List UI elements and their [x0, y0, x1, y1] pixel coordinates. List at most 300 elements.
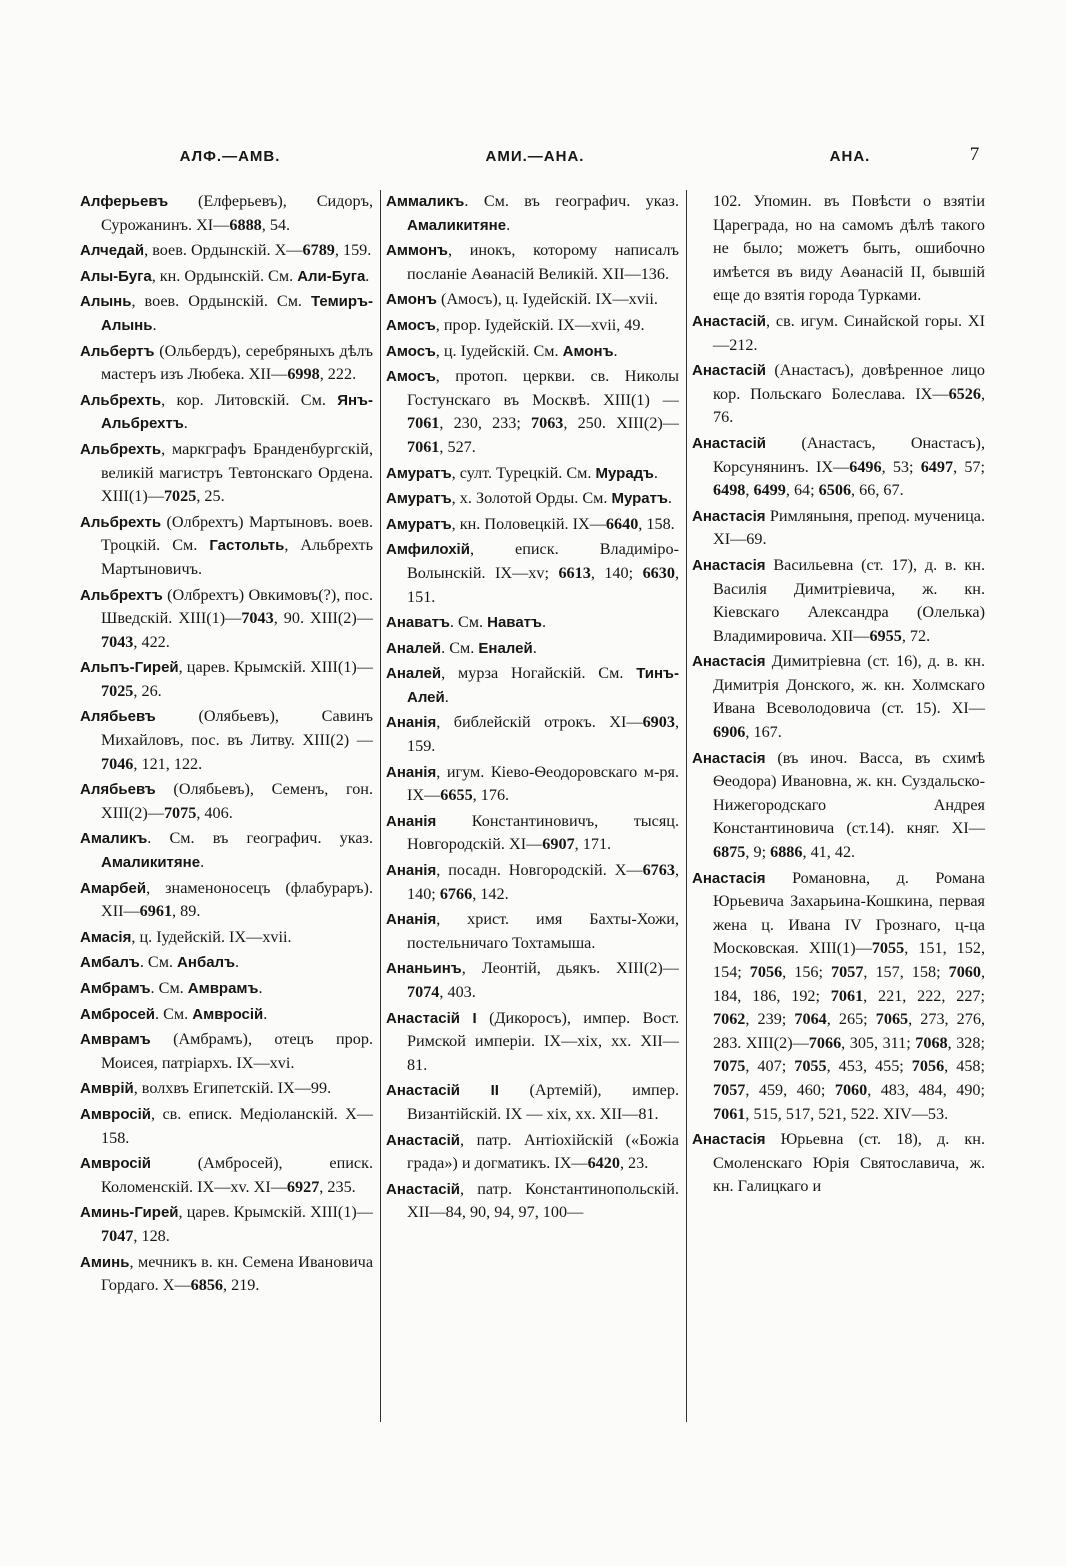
year-reference: 6613	[558, 563, 591, 582]
entry-text: 102. Упомин. въ Повѣсти о взятіи Цареграда, но на самомъ дѣлѣ такого не было; можетъ быть, ошибочно имѣется въ виду Аѳанасій II, бывшій еще до взятія города Турками.	[713, 192, 985, 305]
entry-text: , 483, 484, 490;	[867, 1080, 985, 1099]
entry-text: , 156;	[782, 963, 832, 981]
entry-headword: Анастасій	[692, 362, 766, 380]
year-reference: 7055	[871, 939, 905, 958]
year-reference: 6856	[190, 1276, 224, 1295]
entry-text: . См.	[441, 638, 479, 657]
entry-headword: Ананьинъ	[386, 960, 462, 978]
entry-headword: Аммаликъ	[386, 193, 465, 210]
entry-headword: Альбертъ	[80, 342, 155, 360]
entry-text: , 184, 186, 192;	[713, 963, 985, 1005]
entry-headword: Анастасій	[386, 1180, 460, 1198]
year-reference: 6875	[713, 843, 746, 862]
year-reference: 7061	[713, 1104, 746, 1123]
index-entry	[692, 747, 985, 865]
index-entry	[386, 487, 679, 511]
entry-text: (Ольбердъ), серебряныхъ дѣлъ мастеръ изъ Любека. XII—	[101, 341, 373, 384]
year-reference: 7074	[407, 983, 440, 1001]
entry-text: . См.	[155, 1004, 193, 1023]
cross-reference: Анбалъ	[177, 954, 236, 972]
entry-text: , 66, 67.	[851, 481, 904, 500]
year-reference: 7056	[911, 1057, 945, 1076]
entry-text: , 171.	[574, 835, 612, 854]
entry-text: (Дикоросъ), импер. Вост. Римской имперіи. IX—xix, xx. XII—81.	[407, 1008, 679, 1074]
cross-reference: Наватъ	[487, 614, 542, 632]
index-entry	[80, 1028, 373, 1075]
entry-text: , царев. Крымскій. XIII(1)—	[178, 658, 373, 677]
entry-text: , 90. XIII(2)—	[273, 609, 373, 628]
entry-text: , 57;	[953, 457, 985, 476]
index-entry	[386, 288, 679, 312]
entry-headword: Аминь-Гирей	[80, 1204, 179, 1222]
year-reference: 7075	[163, 803, 197, 822]
entry-text: , султ. Турецкій. См.	[451, 463, 596, 482]
entry-text: Константиновичъ, тысяц. Новгородскій. XI—	[407, 811, 679, 854]
year-reference: 7047	[101, 1226, 134, 1245]
year-reference: 7063	[531, 414, 564, 433]
entry-text: , кн. Ордынскій. См.	[151, 266, 298, 285]
index-entry	[386, 761, 679, 808]
index-entry	[386, 340, 679, 364]
index-entry	[386, 538, 679, 609]
index-entry	[80, 778, 373, 825]
index-entry	[80, 1251, 373, 1298]
index-entry	[80, 827, 373, 874]
entry-headword: Амврамъ	[80, 1031, 151, 1049]
entry-headword: Ананія	[386, 714, 437, 732]
entry-text: , воев. Ордынскій. См.	[131, 292, 312, 311]
entry-text: , 159.	[334, 241, 372, 260]
index-entry	[386, 1129, 679, 1176]
entry-text: Романовна, д. Романа Юрьевича Захарьина-Кошкина, первая жена ц. Ивана IV Грознаго, ц-ца Московская. XIII(1)—	[713, 868, 985, 958]
index-entry	[80, 1152, 373, 1199]
cross-reference: Муратъ	[611, 490, 668, 508]
entry-text: , библейскій отрокъ. XI—	[436, 713, 643, 732]
entry-text: .	[506, 215, 511, 234]
entry-text: .	[444, 687, 449, 706]
entry-text: , 230, 233;	[439, 414, 531, 433]
entry-headword: Анастасія	[692, 556, 766, 574]
entry-headword: Амфилохій	[386, 541, 470, 559]
entry-text: .	[667, 489, 672, 508]
year-reference: 6888	[229, 215, 262, 234]
index-entry	[386, 810, 679, 857]
index-entry	[692, 505, 985, 552]
entry-headword: Ананія	[386, 862, 437, 880]
entry-text: , 422.	[133, 632, 170, 651]
entry-text: . См.	[139, 953, 178, 972]
entry-text: .	[258, 979, 263, 997]
year-reference: 7060	[834, 1080, 868, 1099]
index-entry	[386, 637, 679, 661]
entry-text: ,	[745, 481, 754, 500]
entry-text: , Альбрехть Мартыновичъ.	[101, 536, 373, 578]
entry-text: (Олябьевъ), Семенъ, гон. XIII(2)—	[101, 780, 373, 822]
entry-headword: Анастасія	[692, 653, 766, 671]
entry-text: (Амбросей), еписк. Коломенскій. IX—xv. XI—	[101, 1154, 373, 1196]
index-entry	[80, 1103, 373, 1150]
year-reference: 7025	[163, 487, 197, 506]
entry-headword: Альбрехть	[80, 391, 162, 409]
entry-text: , 221, 222, 227;	[863, 986, 985, 1005]
year-reference: 7061	[830, 986, 864, 1005]
entry-text: , 76.	[713, 384, 985, 427]
entry-text: , 158.	[638, 514, 675, 533]
entry-text: . См.	[150, 979, 188, 997]
entry-text: .	[263, 1004, 268, 1023]
entry-headword: Анастасій	[692, 434, 766, 452]
index-entry	[80, 1077, 373, 1101]
index-entry	[386, 1178, 679, 1225]
year-reference: 7061	[407, 414, 440, 433]
entry-headword: Анастасій II	[386, 1082, 499, 1100]
index-entry	[692, 310, 985, 357]
index-entry	[386, 239, 679, 286]
entry-text: , 459, 460;	[745, 1080, 835, 1099]
cross-reference: Али-Буга	[297, 267, 366, 285]
index-entry	[692, 359, 985, 430]
entry-text: , царев. Крымскій. XIII(1)—	[178, 1203, 373, 1222]
index-entry	[692, 650, 985, 744]
index-entry	[386, 908, 679, 955]
entry-text: , 219.	[223, 1276, 260, 1295]
entry-text: , 159.	[407, 713, 679, 756]
entry-headword: Амвросій	[80, 1155, 152, 1173]
entry-text: .	[235, 953, 240, 972]
entry-text: , 527.	[439, 437, 476, 456]
year-reference: 6655	[440, 786, 473, 805]
entry-headword: Анастасій	[386, 1131, 460, 1149]
year-reference: 6961	[139, 902, 173, 921]
index-column-left	[80, 190, 373, 1430]
entry-text: , христ. имя Бахты-Хожи, постельничаго Тохтамыша.	[407, 910, 679, 952]
entry-text: , патр. Антіохійскій («Божіа града») и догматикъ. IX—	[407, 1130, 679, 1173]
entry-text: , св. еписк. Медіоланскій. X—158.	[101, 1104, 373, 1147]
index-entry	[80, 926, 373, 950]
index-entry	[80, 389, 373, 436]
entry-headword: Ананія	[386, 763, 437, 781]
entry-text: , 25.	[196, 487, 225, 506]
index-entry	[80, 877, 373, 924]
cross-reference: Тинъ-Алей	[407, 665, 679, 706]
entry-text: , 222.	[319, 365, 357, 384]
year-reference: 7066	[808, 1033, 842, 1052]
cross-reference: Гастольть	[209, 537, 285, 555]
entry-text: , 406.	[196, 803, 233, 822]
entry-headword: Алябьевъ	[80, 708, 156, 726]
cross-reference: Янъ-Альбрехтъ	[101, 391, 373, 433]
entry-text: , 140;	[590, 563, 643, 582]
entry-headword: Аммонъ	[386, 242, 448, 260]
running-head-right: АНА.	[829, 148, 871, 165]
index-column-middle	[386, 190, 679, 1430]
year-reference: 7057	[831, 963, 864, 981]
year-reference: 6903	[642, 713, 675, 732]
entry-text: , 26.	[133, 681, 162, 700]
entry-text: , мечникъ в. кн. Семена Ивановича Гордаго. X—	[101, 1252, 373, 1295]
index-entry	[80, 1201, 373, 1248]
cross-reference: Амвросій	[192, 1005, 264, 1023]
page-number: 7	[969, 144, 981, 165]
year-reference: 7055	[794, 1057, 827, 1076]
entry-text: , 458;	[944, 1057, 985, 1076]
entry-text: .	[541, 613, 546, 632]
year-reference: 7061	[407, 437, 440, 456]
index-entry	[386, 662, 679, 709]
entry-headword: Альбрехть	[80, 513, 162, 531]
entry-text: , 273, 276, 283. XIII(2)—	[713, 1010, 985, 1052]
year-reference: 6499	[753, 481, 786, 500]
year-reference: 6630	[642, 563, 675, 582]
entry-headword: Анастасій I	[386, 1009, 477, 1027]
index-entry	[80, 584, 373, 655]
year-reference: 6766	[439, 884, 473, 903]
year-reference: 6640	[605, 514, 639, 533]
column-rule-right	[686, 190, 687, 1422]
index-entry	[80, 951, 373, 975]
entry-headword: Амасія	[80, 928, 132, 946]
entry-text: , патр. Константинопольскій. XII—84, 90, 94, 97, 100—	[407, 1179, 679, 1222]
entry-text: , игум. Кіево-Ѳеодоровскаго м-ря. IX—	[407, 762, 679, 805]
index-entry	[80, 656, 373, 703]
entry-text: , ц. Іудейскій. См.	[435, 341, 563, 360]
entry-text: , 407;	[745, 1057, 795, 1076]
entry-text: (Олябьевъ), Савинъ Михайловъ, пос. въ Литву. XIII(2) —	[101, 707, 373, 750]
entry-text: (Амбрамъ), отецъ прор. Моисея, патріархъ. IX—xvi.	[101, 1030, 373, 1072]
entry-headword: Амосъ	[386, 368, 436, 386]
entry-text: , ц. Іудейскій. IX—xvii.	[131, 927, 292, 946]
year-reference: 7065	[875, 1010, 909, 1029]
entry-text: , 121, 122.	[133, 754, 203, 773]
year-reference: 7075	[713, 1057, 746, 1076]
entry-text: Римляныня, препод. мученица. XI—69.	[713, 506, 985, 549]
entry-text: Васильевна (ст. 17), д. в. кн. Василія Димитріевича, ж. кн. Кіевскаго Александра (Олелька) Владимировича. XII—	[713, 555, 985, 645]
index-entry	[692, 867, 985, 1127]
entry-headword: Алы-Буга	[80, 267, 152, 285]
year-reference: 7062	[713, 1010, 746, 1029]
year-reference: 7043	[241, 609, 274, 628]
entry-text: , 128.	[133, 1226, 170, 1245]
entry-text: , 328;	[947, 1033, 985, 1052]
entry-text: , 176.	[472, 786, 510, 805]
index-entry	[80, 340, 373, 387]
entry-text: , 89.	[172, 902, 201, 921]
entry-text: .	[183, 414, 188, 433]
entry-text: . См.	[449, 613, 488, 632]
entry-text: , 23.	[619, 1154, 649, 1173]
entry-headword: Амосъ	[386, 316, 436, 334]
entry-text: , 142.	[472, 884, 509, 903]
cross-reference: Амврамъ	[187, 980, 259, 997]
year-reference: 6906	[713, 723, 746, 742]
entry-text: , 167.	[745, 723, 782, 742]
entry-headword: Альбрехть	[80, 440, 162, 458]
entry-text: , мурза Ногайскій. См.	[441, 664, 637, 683]
entry-text: (Артемій), импер. Византійскій. IX — xix, xx. XII—81.	[407, 1081, 679, 1123]
index-entry	[80, 438, 373, 509]
entry-headword: Анаватъ	[386, 614, 450, 632]
index-entry	[386, 462, 679, 486]
index-entry	[692, 1128, 985, 1199]
index-entry	[80, 705, 373, 776]
entry-text: .	[613, 341, 618, 360]
entry-text: (Елферьевъ), Сидоръ, Сурожанинъ. XI—	[101, 192, 373, 234]
year-reference: 6498	[713, 481, 746, 500]
entry-text: .	[532, 638, 537, 657]
entry-text: , 72.	[901, 626, 931, 645]
year-reference: 6497	[920, 457, 954, 476]
entry-text: , 64;	[785, 481, 819, 500]
entry-headword: Алферьевъ	[80, 193, 169, 210]
entry-headword: Анастасій	[692, 312, 766, 330]
entry-headword: Амосъ	[386, 342, 436, 360]
entry-headword: Ананія	[386, 911, 437, 929]
index-entry-continuation	[692, 190, 985, 308]
index-entry	[386, 611, 679, 635]
entry-headword: Амбалъ	[80, 954, 140, 972]
entry-text: , 41, 42.	[802, 843, 856, 862]
year-reference: 6955	[869, 626, 902, 645]
cross-reference: Амаликитяне	[407, 216, 507, 234]
index-column-right	[692, 190, 985, 1430]
entry-text: , посадн. Новгородскій. X—	[436, 861, 643, 880]
entry-text: . См. въ географич. указ.	[464, 192, 679, 210]
entry-text: , 239;	[745, 1010, 795, 1029]
entry-text: , 54.	[261, 215, 291, 234]
entry-text: (Олбрехтъ) Мартыновъ. воев. Троцкій. См.	[101, 512, 373, 555]
entry-headword: Альбрехтъ	[80, 586, 163, 604]
entry-text: (Амосъ), ц. Іудейскій. IX—xvii.	[436, 290, 658, 309]
year-reference: 7056	[749, 963, 783, 981]
entry-headword: Алябьевъ	[80, 781, 156, 799]
entry-headword: Аминь	[80, 1253, 130, 1271]
entry-text: (въ иноч. Васса, въ схимѣ Ѳеодора) Ивановна, ж. кн. Суздальско-Нижегородскаго Андрея Константиновича (ст.14). княг. XI—	[713, 748, 985, 838]
index-entry	[386, 859, 679, 906]
entry-headword: Анастасія	[692, 749, 766, 767]
index-entry	[80, 190, 373, 237]
entry-text: , 235.	[319, 1177, 356, 1196]
entry-headword: Амарбей	[80, 879, 147, 897]
entry-headword: Анастасія	[692, 1131, 766, 1149]
entry-text: , 265;	[826, 1010, 876, 1029]
index-entry	[80, 290, 373, 337]
year-reference: 7064	[794, 1010, 827, 1029]
year-reference: 6927	[286, 1177, 320, 1196]
entry-headword: Амвросій	[80, 1105, 152, 1123]
entry-text: , еписк. Владиміро-Волынскій. IX—xv;	[407, 540, 679, 582]
index-entry	[692, 432, 985, 503]
entry-text: , кор. Литовскій. См.	[161, 390, 338, 409]
entry-headword: Алчедай	[80, 242, 145, 260]
cross-reference: Еналей	[478, 639, 533, 657]
entry-text: .	[365, 266, 370, 285]
year-reference: 6998	[287, 365, 320, 384]
column-rule-left	[380, 190, 381, 1422]
entry-headword: Амбрамъ	[80, 980, 151, 997]
entry-text: (Анастасъ), довѣренное лицо кор. Польскаго Болеслава. IX—	[713, 361, 985, 403]
running-head-left: АЛФ.—АМВ.	[179, 148, 281, 165]
entry-headword: Амуратъ	[386, 515, 452, 533]
entry-text: , 9;	[745, 843, 771, 862]
entry-headword: Альпъ-Гирей	[80, 659, 179, 677]
index-entry	[80, 977, 373, 1001]
entry-headword: Амбросей	[80, 1005, 156, 1023]
year-reference: 6420	[587, 1154, 620, 1173]
year-reference: 6789	[302, 241, 335, 260]
entry-text: , кн. Половецкій. IX—	[451, 514, 606, 533]
entry-text: , знаменоносецъ (флабураръ). XII—	[101, 878, 373, 921]
entry-text: , 140;	[407, 861, 679, 903]
entry-text: , Леонтій, дьякъ. XIII(2)—	[461, 959, 679, 978]
entry-text: , маркграфъ Бранденбургскій, великій магистръ Тевтонскаго Ордена. XIII(1)—	[101, 439, 373, 506]
entry-headword: Аналей	[386, 639, 442, 657]
entry-text: , 515, 517, 521, 522. XIV—53.	[745, 1104, 949, 1123]
index-entry	[386, 190, 679, 237]
entry-text: Димитріевна (ст. 16), д. в. кн. Димитрія Донского, ж. кн. Холмскаго Ивана Всеволодовича (ст. 15). XI—	[713, 652, 985, 718]
year-reference: 7060	[948, 963, 981, 981]
entry-text: , 305, 311;	[841, 1033, 916, 1052]
entry-text: , 151, 152, 154;	[713, 939, 985, 981]
entry-text: .	[653, 463, 658, 482]
index-entry	[692, 554, 985, 648]
entry-text: , 151.	[407, 563, 679, 606]
year-reference: 6886	[770, 843, 803, 862]
entry-text: .	[152, 315, 157, 334]
index-entry	[386, 314, 679, 338]
index-entry	[386, 1079, 679, 1126]
index-entry	[386, 957, 679, 1004]
entry-text: , св. игум. Синайской горы. XI—212.	[713, 311, 985, 354]
entry-headword: Алынь	[80, 293, 132, 311]
year-reference: 6763	[642, 861, 675, 880]
entry-text: , 403.	[439, 983, 476, 1001]
entry-text: , протоп. церкви. св. Николы Гостунскаго въ Москвѣ. XIII(1) —	[407, 367, 679, 409]
year-reference: 7057	[713, 1080, 746, 1099]
entry-text: .	[200, 853, 205, 872]
entry-text: (Анастасъ, Онастасъ), Корсунянинъ. IX—	[713, 433, 985, 476]
entry-text: (Олбрехтъ) Овкимовъ(?), пос. Шведскій. XIII(1)—	[101, 585, 373, 628]
index-entry	[386, 513, 679, 537]
index-entry	[386, 711, 679, 758]
index-entry	[80, 265, 373, 289]
entry-text: , 453, 455;	[826, 1057, 912, 1076]
entry-text: Юрьевна (ст. 18), д. кн. Смоленскаго Юрія Святославича, ж. кн. Галицкаго и	[713, 1130, 985, 1196]
year-reference: 7046	[101, 754, 134, 773]
index-entry	[386, 365, 679, 459]
year-reference: 6506	[818, 481, 852, 500]
entry-headword: Амаликъ	[80, 830, 148, 848]
running-head-middle: АМИ.—АНА.	[485, 148, 585, 165]
year-reference: 6907	[542, 835, 575, 854]
index-entry	[80, 239, 373, 263]
index-entry	[80, 1003, 373, 1027]
year-reference: 7025	[101, 681, 134, 700]
entry-headword: Амуратъ	[386, 464, 452, 482]
entry-text: , 53;	[881, 457, 921, 476]
year-reference: 7068	[915, 1033, 948, 1052]
entry-headword: Анастасія	[692, 869, 766, 887]
entry-headword: Аналей	[386, 665, 442, 683]
index-entry	[80, 511, 373, 582]
entry-headword: Амврій	[80, 1080, 134, 1098]
entry-text: , волхвъ Египетскій. IX—99.	[133, 1079, 332, 1098]
year-reference: 6526	[948, 384, 981, 403]
entry-text: , 157, 158;	[863, 963, 949, 981]
entry-text: , инокъ, которому написалъ посланіе Аѳанасій Великій. XII—136.	[407, 241, 679, 283]
index-entry	[386, 1007, 679, 1078]
cross-reference: Амонъ	[562, 342, 614, 360]
year-reference: 7043	[101, 632, 134, 651]
